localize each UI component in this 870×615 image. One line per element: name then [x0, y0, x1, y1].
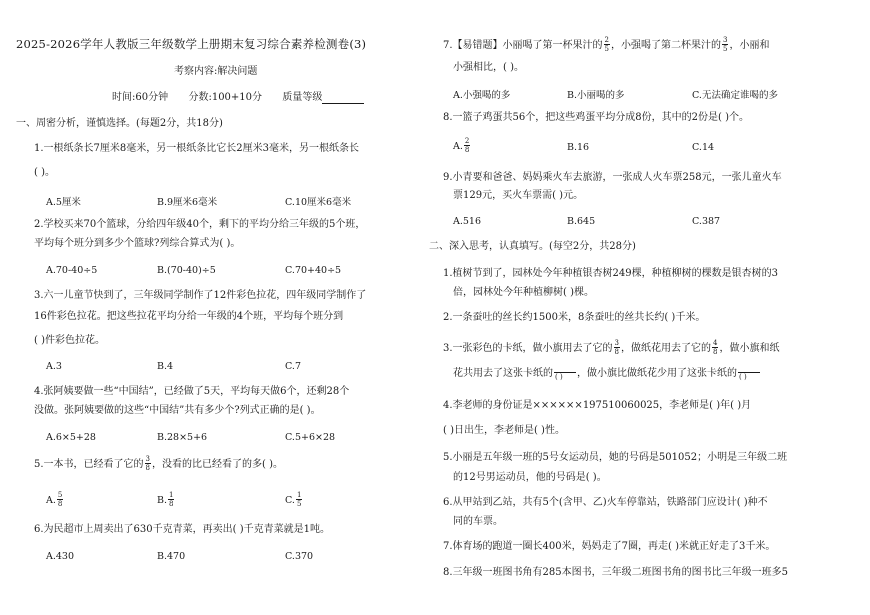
q5-option-a-label: A. [46, 495, 56, 506]
q5-option-a-denominator: 8 [57, 500, 63, 508]
f3-answer-fraction-2[interactable] [738, 364, 760, 381]
f3-text-post: ，做小旗和纸 [719, 343, 780, 354]
q7-fraction-2-denominator: 5 [723, 45, 728, 53]
q5-option-b-fraction [168, 491, 174, 508]
f3-fraction-2 [712, 339, 718, 356]
q5-option-c[interactable] [285, 492, 303, 509]
q7-option-a[interactable]: A.小强喝的多 [453, 90, 511, 101]
q5-option-b-numerator: 1 [169, 491, 174, 499]
page-title: 2025-2026学年人教版三年级数学上册期末复习综合素养检测卷(3) [16, 37, 367, 51]
q1-text-line2: ( )。 [34, 167, 55, 178]
q8-option-a-numerator: 2 [464, 137, 470, 145]
f8-text: 8.三年级一班图书角有285本图书，三年级二班图书角的图书比三年级一班多5 [443, 567, 788, 578]
q7-fraction-1 [604, 36, 610, 53]
q7-fraction-1-denominator: 5 [604, 45, 610, 53]
section2-heading: 二、深入思考，认真填写。(每空2分，共28分) [429, 241, 636, 252]
q5-fraction [145, 455, 151, 472]
q5-option-c-fraction [296, 491, 302, 508]
f3-text-b-mid: ，做小旗比做纸花少用了这张卡纸的 [577, 368, 737, 379]
q7-fraction-1-numerator: 2 [604, 36, 610, 44]
q4-text-line1: 4.张阿姨要做一些“中国结”，已经做了5天，平均每天做6个，还剩28个 [34, 386, 350, 397]
f4-text-line1: 4.李老师的身份证是××××××197510060025，李老师是( )年( )月 [443, 400, 752, 411]
q5-text-post: ，没看的比已经看了的多( )。 [152, 459, 283, 470]
f3-fraction-1 [614, 339, 620, 356]
q3-option-c[interactable]: C.7 [285, 361, 301, 372]
f3-text-mid: ，做纸花用去了它的 [621, 343, 712, 354]
q7-text-post: ，小丽和 [729, 40, 770, 51]
q8-option-a-fraction [464, 137, 470, 154]
q7-fraction-2-numerator: 3 [723, 36, 728, 44]
q5-fraction-numerator: 3 [145, 455, 151, 463]
q9-option-b[interactable]: B.645 [567, 216, 596, 227]
f1-text-line1: 1.植树节到了，园林处今年种植银杏树249棵，种植柳树的棵数是银杏树的3 [443, 268, 778, 279]
q9-text-line1: 9.小青要和爸爸、妈妈乘火车去旅游，一张成人火车票258元，一张儿童火车 [443, 172, 782, 183]
q2-option-a[interactable]: A.70-40÷5 [46, 265, 98, 276]
q5-option-b-denominator: 8 [169, 500, 174, 508]
q7-text-pre: 7.【易错题】小丽喝了第一杯果汁的 [443, 40, 603, 51]
q7-text-line2: 小强相比，( )。 [453, 62, 524, 73]
q3-text-line1: 3.六一儿童节快到了，三年级同学制作了12件彩色拉花，四年级同学制作了 [34, 290, 367, 301]
q9-option-a[interactable]: A.516 [453, 216, 482, 227]
q8-option-c[interactable]: C.14 [692, 142, 715, 153]
q4-option-a[interactable]: A.6×5+28 [46, 432, 96, 443]
f6-text-line2: 同的车票。 [453, 516, 503, 527]
q7-option-b[interactable]: B.小丽喝的多 [567, 90, 625, 101]
time-label: 时间:60分钟 [112, 92, 169, 103]
f3-fraction-2-denominator: 8 [713, 348, 718, 356]
level-blank[interactable] [322, 93, 364, 104]
q8-option-a-label: A. [453, 141, 463, 152]
f7-text: 7.体育场的跑道一圈长400米，妈妈走了7圈，再走( )米就正好走了3千米。 [443, 541, 776, 552]
q5-option-c-label: C. [285, 495, 295, 506]
f3-answer-2-denominator[interactable]: ( ) [739, 373, 747, 381]
f3-fraction-2-numerator: 4 [713, 339, 718, 347]
q5-option-a-fraction [57, 491, 63, 508]
q2-option-c[interactable]: C.70+40÷5 [285, 265, 342, 276]
q3-option-b[interactable]: B.4 [157, 361, 174, 372]
q4-option-c[interactable]: C.5+6×28 [285, 432, 336, 443]
f3-fraction-1-numerator: 3 [614, 339, 620, 347]
q2-text-line1: 2.学校买来70个篮球，分给四年级40个，剩下的平均分给三年级的5个班， [34, 219, 366, 230]
f3-fraction-1-denominator: 8 [614, 348, 620, 356]
q8-text: 8.一篮子鸡蛋共56个，把这些鸡蛋平均分成8份，其中的2份是( )个。 [443, 112, 749, 123]
q8-option-a[interactable] [453, 138, 471, 155]
f4-text-line2: ( )日出生，李老师是( )性。 [443, 425, 565, 436]
q5-option-a[interactable] [46, 492, 64, 509]
q5-option-b[interactable] [157, 492, 175, 509]
q2-option-b[interactable]: B.(70-40)÷5 [157, 265, 216, 276]
q8-option-b[interactable]: B.16 [567, 142, 590, 153]
q7-option-c[interactable]: C.无法确定谁喝的多 [692, 90, 778, 101]
f2-text: 2.一条蚕吐的丝长约1500米，8条蚕吐的丝共长约( )千米。 [443, 312, 706, 323]
q7-fraction-2 [722, 36, 728, 53]
q5-option-c-numerator: 1 [296, 491, 302, 499]
f1-text-line2: 倍，园林处今年种植柳树( )棵。 [453, 287, 594, 298]
level-label: 质量等级 [282, 92, 323, 103]
q4-option-b[interactable]: B.28×5+6 [157, 432, 208, 443]
q6-option-b[interactable]: B.470 [157, 551, 186, 562]
q6-text: 6.为民超市上周卖出了630千克青菜，再卖出( )千克青菜就是1吨。 [34, 524, 330, 535]
f6-text-line1: 6.从甲站到乙站，共有5个(含甲、乙)火车停靠站，铁路部门应设计( )种不 [443, 497, 768, 508]
q5-text-pre: 5.一本书，已经看了它的 [34, 459, 144, 470]
q1-option-c[interactable]: C.10厘米6毫米 [285, 197, 352, 208]
f3-text-line1 [443, 340, 779, 357]
f3-text-b-pre: 花共用去了这张卡纸的 [453, 368, 553, 379]
q4-text-line2: 没做。张阿姨要做的这些“中国结”共有多少个?列式正确的是( )。 [34, 405, 321, 416]
f5-text-line2: 的12号男运动员，他的号码是( )。 [453, 472, 607, 483]
q6-option-a[interactable]: A.430 [46, 551, 75, 562]
q5-option-c-denominator: 5 [296, 500, 302, 508]
q5-text [34, 456, 283, 473]
q5-option-b-label: B. [157, 495, 168, 506]
f3-answer-2-numerator[interactable] [738, 364, 760, 373]
q1-text-line1: 1.一根纸条长7厘米8毫米，另一根纸条比它长2厘米3毫米，另一根纸条长 [34, 143, 359, 154]
q9-option-c[interactable]: C.387 [692, 216, 721, 227]
q8-option-a-denominator: 8 [464, 146, 470, 154]
q7-text-mid: ，小强喝了第二杯果汁的 [611, 40, 722, 51]
section1-heading: 一、周密分析，谨慎选择。(每题2分，共18分) [16, 118, 223, 129]
q9-text-line2: 票129元，买火车票需( )元。 [453, 190, 584, 201]
exam-meta [112, 92, 364, 104]
score-label: 分数:100+10分 [188, 92, 263, 103]
q5-fraction-denominator: 8 [145, 464, 151, 472]
q6-option-c[interactable]: C.370 [285, 551, 314, 562]
f5-text-line1: 5.小丽是五年级一班的5号女运动员，她的号码是501052；小明是三年级二班 [443, 452, 788, 463]
f3-answer-1-denominator[interactable]: ( ) [555, 373, 563, 381]
page-subtitle: 考察内容:解决问题 [174, 66, 258, 77]
q1-option-b[interactable]: B.9厘米6毫米 [157, 197, 218, 208]
f3-text-pre: 3.一张彩色的卡纸，做小旗用去了它的 [443, 343, 613, 354]
q3-text-line2: 16件彩色拉花。把这些拉花平均分给一年级的4个班，平均每个班分到 [34, 311, 344, 322]
q1-option-a[interactable]: A.5厘米 [46, 197, 81, 208]
q3-option-a[interactable]: A.3 [46, 361, 62, 372]
f3-answer-1-numerator[interactable] [554, 364, 576, 373]
q2-text-line2: 平均每个班分到多少个篮球?列综合算式为( )。 [34, 238, 241, 249]
f3-text-line2 [453, 365, 761, 382]
q3-text-line3: ( )件彩色拉花。 [34, 335, 105, 346]
q5-option-a-numerator: 5 [57, 491, 63, 499]
q7-text-line1 [443, 37, 769, 54]
f3-answer-fraction-1[interactable] [554, 364, 576, 381]
